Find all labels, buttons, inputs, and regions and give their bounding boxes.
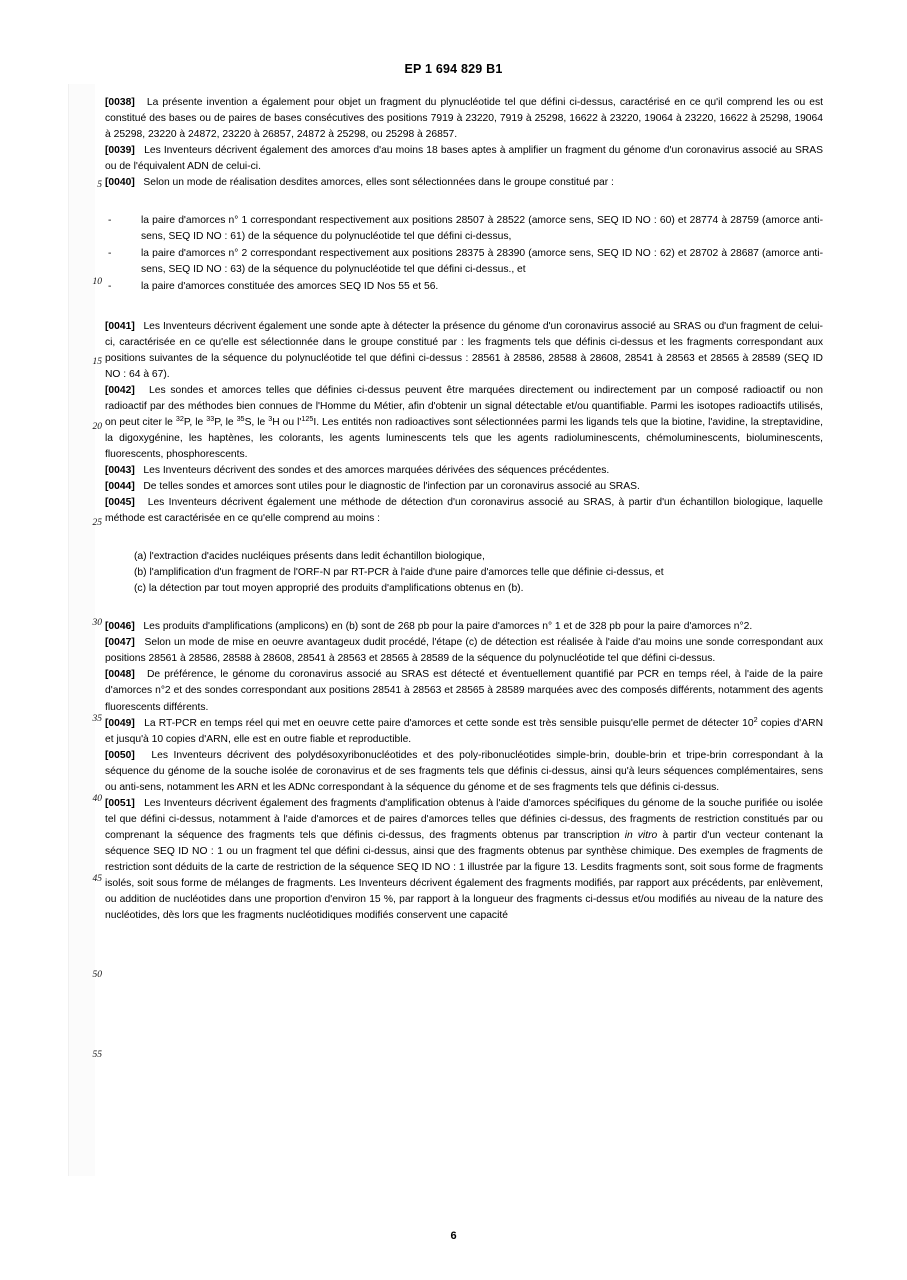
line-number-35: 35 xyxy=(92,714,102,724)
line-number-5: 5 xyxy=(97,180,102,190)
paragraph-text-0050: Les Inventeurs décrivent des polydésoxyribonucléotides et des poly-ribonucléotides simple-brin, double-brin et tripe-brin correspondant à la séquence du génome de la souche isolée de coronavirus et de ses fragments tels que définis ci-dessus, ainsi qu'à leurs séquences complémentaires, sens ou anti-sens, notamment les ARN et les ADNc correspondant à la séquence du génome et de ses fragments tels que définis ci-dessus. xyxy=(105,749,823,793)
paragraph-text-0051-part2: à partir d'un vecteur contenant la séquence SEQ ID NO : 1 ou un fragment tel que défini ci-dessus, ainsi que des fragments obtenus par synthèse chimique. Des exemples de fragments de restriction sont déduits de la carte de restriction de la séquence SEQ ID NO : 1 illustrée par la figure 13. Lesdits fragments sont, soit sous forme de fragments isolés, soit sous forme de mélanges de fragments. Les Inventeurs décrivent également des fragments modifiés, par rapport aux précédents, par enlèvement, ou addition de nucléotides dans une proportion d'environ 15 %, par rapport à la longueur des fragments ci-dessus et/ou modifiés au niveau de la nature des nucléotides, dès lors que les fragments nucléotidiques modifiés conservent une capacité xyxy=(105,829,824,922)
paragraph-number-0040: [0040] xyxy=(105,177,135,189)
spacer xyxy=(105,191,823,213)
isotope-125-label: I. xyxy=(313,416,320,428)
dash-bullet-icon: - xyxy=(108,281,112,293)
line-number-45: 45 xyxy=(92,874,102,884)
paragraph-0039 xyxy=(105,143,823,175)
body-text-column xyxy=(105,95,823,924)
line-number-50: 50 xyxy=(92,970,102,980)
paragraph-0038 xyxy=(105,95,823,143)
paragraph-text-0046: Les produits d'amplifications (amplicons) en (b) sont de 268 pb pour la paire d'amorces n° 1 et de 328 pb pour la paire d'amorces n°2. xyxy=(143,621,753,633)
list-item xyxy=(105,246,823,278)
paragraph-0040 xyxy=(105,175,823,191)
dash-bullet-icon: - xyxy=(108,248,112,260)
paragraph-0043 xyxy=(105,463,823,479)
paragraph-text-0042-part2: Les entités non radioactives sont sélectionnées parmi les ligands tels que la biotine, l'avidine, la streptavidine, la digoxygénine, les haptènes, les colorants, les agents luminescents tels que les agents radioluminescents, chémoluminescents, bioluminescents, fluorescents, phosphorescents. xyxy=(105,416,824,460)
paragraph-number-0045: [0045] xyxy=(105,497,135,509)
paragraph-number-0051: [0051] xyxy=(105,797,135,809)
dash-bullet-icon: - xyxy=(108,215,112,227)
paragraph-text-0048: De préférence, le génome du coronavirus associé au SRAS est détecté et éventuellement quantifié par PCR en temps réel, à l'aide de la paire d'amorces n°2 et des sondes correspondant aux positions 28541 à 28563 et 28565 à 28589 marquées avec des composés différents, notamment des agents fluorescents différents. xyxy=(105,669,823,713)
paragraph-text-0041: Les Inventeurs décrivent également une sonde apte à détecter la présence du génome d'un coronavirus associé au SRAS ou d'un fragment de celui-ci, caractérisée en ce qu'elle est sélectionnée dans le groupe constitué par : les fragments tels que définis ci-dessus et les fragments correspondant aux positions suivantes de la séquence du polynucléotide tel que défini ci-dessus : 28561 à 28586, 28588 à 28608, 28541 à 28563 et 28565 à 28589 (SEQ ID NO : 64 à 67). xyxy=(105,320,823,380)
paragraph-text-0042-part1: Les sondes et amorces telles que définies ci-dessus peuvent être marquées directement ou indirectement par un composé radioactif ou non radioactif par des méthodes bien connues de l'Homme du Métier, afin d'obtenir un signal détectable et/ou quantifiable. Parmi les isotopes radioactifs utilisés, on peut citer le xyxy=(105,384,823,428)
paragraph-text-0039: Les Inventeurs décrivent également des amorces d'au moins 18 bases aptes à amplifier un fragment du génome d'un coronavirus associé au SRAS ou de l'équivalent ADN de celui-ci. xyxy=(105,145,823,173)
paragraph-text-0047: Selon un mode de mise en oeuvre avantageux dudit procédé, l'étape (c) de détection est réalisée à l'aide d'au moins une sonde correspondant aux positions 28561 à 28586, 28588 à 28608, 28541 à 28563 et 28565 à 28589 de la séquence du polynucléotide tel que défini ci-dessus. xyxy=(105,637,823,665)
paragraph-text-0049-part1: La RT-PCR en temps réel qui met en oeuvre cette paire d'amorces et cette sonde est très sensible puisqu'elle permet de détecter 10 xyxy=(144,717,754,729)
page-number: 6 xyxy=(450,1230,457,1242)
list-item xyxy=(105,279,823,295)
paragraph-0045 xyxy=(105,495,823,527)
list-item-text: la paire d'amorces constituée des amorces SEQ ID Nos 55 et 56. xyxy=(141,281,439,293)
line-number-20: 20 xyxy=(92,422,102,432)
line-number-15: 15 xyxy=(92,357,102,367)
paragraph-number-0044: [0044] xyxy=(105,480,135,492)
paragraph-text-0043: Les Inventeurs décrivent des sondes et des amorces marquées dérivées des séquences précédentes. xyxy=(143,464,610,476)
power-exponent-2: 2 xyxy=(753,714,758,724)
list-item xyxy=(105,213,823,245)
paragraph-number-0047: [0047] xyxy=(105,637,135,649)
line-number-10: 10 xyxy=(92,277,102,287)
paragraph-number-0050: [0050] xyxy=(105,749,135,761)
paragraph-0047 xyxy=(105,635,823,667)
isotope-33-superscript: 33 xyxy=(206,413,215,423)
paragraph-0049 xyxy=(105,716,823,748)
paragraph-text-0044: De telles sondes et amorces sont utiles pour le diagnostic de l'infection par un coronavirus associé au SRAS. xyxy=(143,480,640,492)
isotope-3-label: H ou l' xyxy=(272,416,302,428)
paragraph-0044 xyxy=(105,479,823,495)
paragraph-0050 xyxy=(105,748,823,796)
document-header-title: EP 1 694 829 B1 xyxy=(404,62,503,76)
paragraph-text-0040: Selon un mode de réalisation desdites amorces, elles sont sélectionnées dans le groupe constitué par : xyxy=(143,177,614,189)
isotope-35-label: S, le xyxy=(244,416,269,428)
spacer xyxy=(105,527,823,549)
spacer xyxy=(105,597,823,619)
amorces-bullet-list xyxy=(105,213,823,295)
paragraph-0046 xyxy=(105,619,823,635)
paragraph-text-0051-part1: Les Inventeurs décrivent également des fragments d'amplification obtenus à l'aide d'amorces spécifiques du génome de la souche purifiée ou isolée tel que défini ci-dessus, notamment à l'aide d'amorces et de paires d'amorces telles que définies ci-dessus, des fragments de restriction constitués par ou comprenant la séquence des fragments tels que définis ci-dessus, des fragments obtenus par transcription xyxy=(105,797,823,841)
list-item: (c) la détection par tout moyen approprié des produits d'amplifications obtenus en (b). xyxy=(134,583,524,595)
paragraph-number-0041: [0041] xyxy=(105,320,135,332)
isotope-32-label: P, le xyxy=(183,416,207,428)
line-number-55: 55 xyxy=(92,1050,102,1060)
paragraph-number-0049: [0049] xyxy=(105,717,135,729)
paragraph-0042 xyxy=(105,383,823,463)
list-item: (b) l'amplification d'un fragment de l'ORF-N par RT-PCR à l'aide d'une paire d'amorces telle que définie ci-dessus, et xyxy=(134,567,664,579)
paragraph-number-0048: [0048] xyxy=(105,669,135,681)
paragraph-number-0038: [0038] xyxy=(105,97,135,108)
paragraph-0051 xyxy=(105,796,823,924)
paragraph-0048 xyxy=(105,667,823,715)
line-number-30: 30 xyxy=(92,618,102,628)
paragraph-text-0038: La présente invention a également pour objet un fragment du plynucléotide tel que défini ci-dessus, caractérisé en ce qu'il comprend les ou est constitué des bases ou de paires de bases consécutives des positions 7919 à 23220, 7919 à 25298, 16622 à 23220, 19064 à 23220, 16622 à 25298, 19064 à 25298, 23220 à 24872, 23220 à 26857, 24872 à 25298, ou 25298 à 26857. xyxy=(105,97,823,141)
paragraph-number-0042: [0042] xyxy=(105,384,135,396)
isotope-32-superscript: 32 xyxy=(175,413,184,423)
isotope-125-superscript: 125 xyxy=(301,413,314,423)
paragraph-number-0039: [0039] xyxy=(105,145,135,157)
line-number-25: 25 xyxy=(92,518,102,528)
isotope-3-superscript: 3 xyxy=(268,413,273,423)
list-item: (a) l'extraction d'acides nucléiques présents dans ledit échantillon biologique, xyxy=(134,551,485,563)
line-number-gutter xyxy=(68,84,102,1176)
method-steps-list xyxy=(105,549,823,597)
paragraph-text-0045: Les Inventeurs décrivent également une méthode de détection d'un coronavirus associé au SRAS, à partir d'un échantillon biologique, laquelle méthode est caractérisée en ce qu'elle comprend au moins : xyxy=(105,497,823,525)
paragraph-0041 xyxy=(105,319,823,383)
paragraph-text-0049-part2: copies d'ARN et jusqu'à 10 copies d'ARN, elle est en outre fiable et reproductible. xyxy=(105,717,824,745)
isotope-35-superscript: 35 xyxy=(236,413,245,423)
list-item-text: la paire d'amorces n° 1 correspondant respectivement aux positions 28507 à 28522 (amorce sens, SEQ ID NO : 60) et 28774 à 28759 (amorce anti-sens, SEQ ID NO : 61) de la séquence du polynucléotide tel que défini ci-dessus, xyxy=(141,215,823,243)
isotope-33-label: P, le xyxy=(214,416,237,428)
paragraph-number-0046: [0046] xyxy=(105,621,135,633)
paragraph-number-0043: [0043] xyxy=(105,464,135,476)
list-item-text: la paire d'amorces n° 2 correspondant respectivement aux positions 28375 à 28390 (amorce sens, SEQ ID NO : 62) et 28702 à 28687 (amorce anti-sens, SEQ ID NO : 63) de la séquence du polynucléotide tel que défini ci-dessus., et xyxy=(141,248,823,276)
spacer xyxy=(105,297,823,319)
line-number-40: 40 xyxy=(92,794,102,804)
latin-phrase-in-vitro: in vitro xyxy=(624,829,658,841)
